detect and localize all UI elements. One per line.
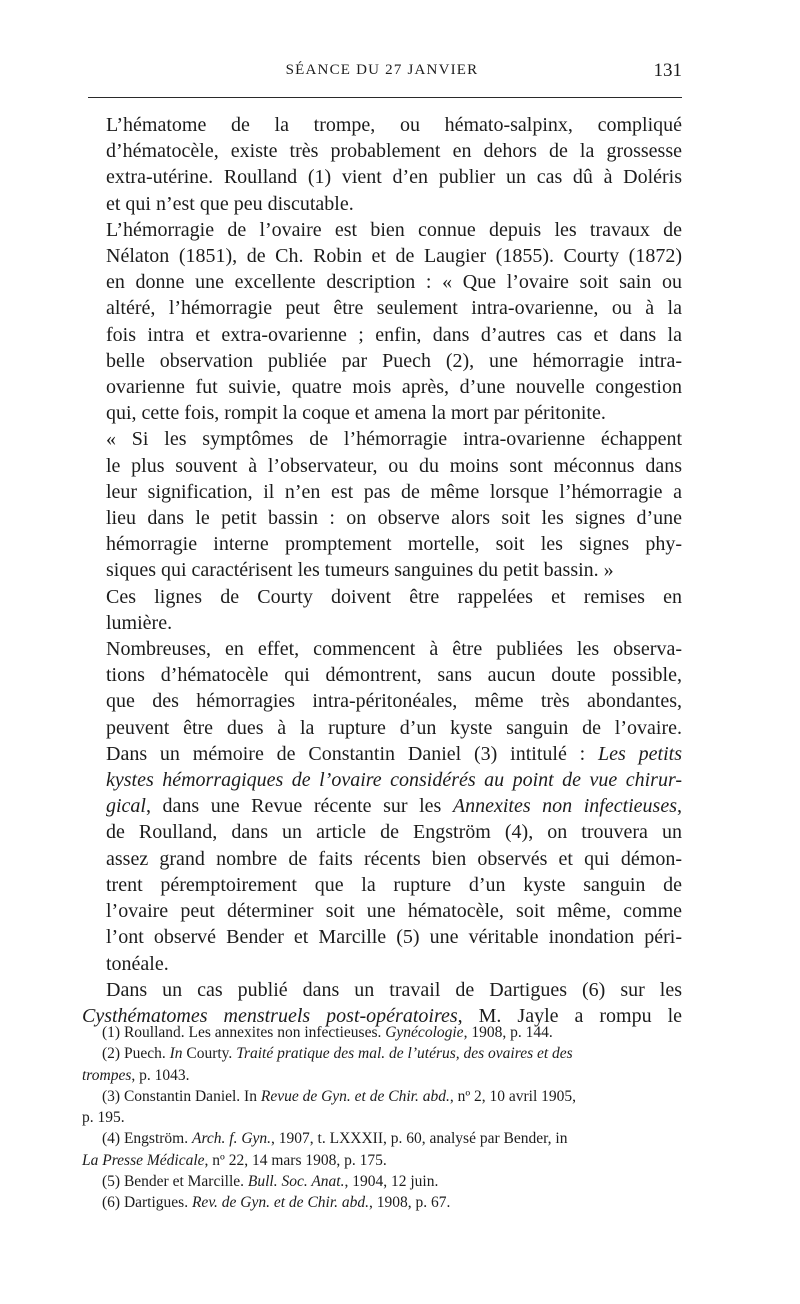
text-line: fois intra et extra-ovarienne ; enfin, dans d’autres cas et dans la <box>106 323 682 346</box>
text-line <box>82 767 682 793</box>
italic-citation-run: Bull. Soc. Anat. <box>247 1173 345 1191</box>
text-line: assez grand nombre de faits récents bien observés et qui démon- <box>106 847 682 870</box>
footnote <box>82 1043 682 1064</box>
text-line: hémorragie interne promptement mortelle, soit les signes phy- <box>106 533 682 556</box>
footnote <box>82 1086 682 1107</box>
footnotes <box>82 1022 682 1214</box>
footnote-continuation <box>82 1150 682 1171</box>
text-run: , nº 22, 14 mars 1908, p. 175. <box>204 1151 387 1169</box>
text-line: « Si les symptômes de l’hémorragie intra-ovarienne échappent <box>106 428 682 451</box>
text-line: et qui n’est que peu discutable. <box>106 192 354 215</box>
text-run: , 1908, p. 67. <box>369 1194 451 1212</box>
text-line: l’ont observé Bender et Marcille (5) une véritable inondation péri- <box>106 926 682 949</box>
text-line: lieu dans le petit bassin : on observe alors soit les signes d’une <box>106 507 682 530</box>
footnote <box>82 1022 682 1043</box>
text-run: , 1904, 12 juin. <box>344 1173 439 1191</box>
text-line: Nombreuses, en effet, commencent à être publiées les observa- <box>106 638 682 661</box>
text-line: tonéale. <box>106 952 169 975</box>
footnote <box>82 1171 682 1192</box>
text-line: peuvent être dues à la rupture d’un kyste sanguin de l’ovaire. <box>106 716 682 739</box>
text-run: Dans un mémoire de Constantin Daniel (3) intitulé : <box>106 742 599 765</box>
running-header <box>82 58 682 88</box>
paragraph <box>82 584 682 636</box>
text-run: , 1907, t. LXXXII, p. 60, analysé par Bender, in <box>271 1130 568 1148</box>
paragraph <box>82 636 682 977</box>
text-line: le plus souvent à l’observateur, ou du moins sont méconnus dans <box>106 454 682 477</box>
text-line: Nélaton (1851), de Ch. Robin et de Laugier (1855). Courty (1872) <box>106 245 682 268</box>
italic-citation-run: In <box>169 1045 183 1063</box>
italic-title-run: Les petits <box>598 742 682 765</box>
text-run: (6) Dartigues. <box>102 1194 192 1212</box>
text-line: de Roulland, dans un article de Engström (4), on trouvera un <box>106 821 682 844</box>
italic-citation-run: La Presse Médicale <box>82 1151 205 1169</box>
text-line: lumière. <box>106 611 173 634</box>
italic-title-run: kystes hémorragiques de l’ovaire considérés au point de vue chirur- <box>106 769 682 792</box>
header-rule <box>88 97 682 98</box>
text-line: leur signification, il n’en est pas de même lorsque l’hémorragie a <box>106 480 682 503</box>
text-line: trent péremptoirement que la rupture d’un kyste sanguin de <box>106 873 682 896</box>
italic-title-run: gical <box>106 795 146 818</box>
footnote <box>82 1192 682 1213</box>
text-run: (1) Roulland. Les annexites non infectieuses. <box>102 1024 386 1041</box>
text-line: d’hématocèle, existe très probablement en dehors de la grossesse <box>106 140 682 163</box>
page-number: 131 <box>653 60 682 81</box>
footnote-continuation <box>82 1065 682 1086</box>
text-line <box>82 741 682 767</box>
italic-citation-run: Traité pratique des mal. de l’utérus, des ovaires et des <box>236 1045 573 1063</box>
text-line: L’hématome de la trompe, ou hémato-salpinx, compliqué <box>106 114 682 136</box>
text-run: (3) Constantin Daniel. In <box>102 1087 261 1105</box>
italic-citation-run: trompes <box>82 1066 132 1084</box>
italic-citation-run: Rev. de Gyn. et de Chir. abd. <box>191 1194 370 1212</box>
text-line: Dans un cas publié dans un travail de Dartigues (6) sur les <box>106 978 682 1001</box>
text-line: altéré, l’hémorragie peut être seulement intra-ovarienne, ou à la <box>106 297 682 320</box>
italic-title-run: Annexites non infectieuses <box>452 795 678 818</box>
text-line: extra-utérine. Roulland (1) vient d’en publier un cas dû à Doléris <box>106 166 682 189</box>
text-run: , p. 1043. <box>131 1066 190 1084</box>
text-line: tions d’hématocèle qui démontrent, sans aucun doute possible, <box>106 664 682 687</box>
text-line: qui, cette fois, rompit la coque et amena la mort par péritonite. <box>106 402 606 425</box>
text-run: , dans une Revue récente sur les <box>146 795 453 818</box>
text-line: Ces lignes de Courty doivent être rappelées et remises en <box>106 585 682 608</box>
text-line: l’ovaire peut déterminer soit une hématocèle, soit même, comme <box>106 900 682 923</box>
text-line: L’hémorragie de l’ovaire est bien connue depuis les travaux de <box>106 218 682 241</box>
text-run: , M. Jayle a rompu le <box>457 1004 683 1027</box>
italic-citation-run: Arch. f. Gyn. <box>191 1130 272 1148</box>
paragraph <box>82 426 682 583</box>
paragraph <box>82 112 682 217</box>
text-line: en donne une excellente description : « Que l’ovaire soit sain ou <box>106 271 682 294</box>
text-line: belle observation publiée par Puech (2), une hémorragie intra- <box>106 349 682 372</box>
text-line: siques qui caractérisent les tumeurs sanguines du petit bassin. » <box>106 559 614 582</box>
text-run: (4) Engström. <box>102 1130 192 1148</box>
footnote <box>82 1128 682 1149</box>
text-run: (2) Puech. <box>102 1045 170 1063</box>
italic-citation-run: Revue de Gyn. et de Chir. abd. <box>260 1087 450 1105</box>
text-run: , 1908, p. 144. <box>463 1024 553 1041</box>
running-title: SÉANCE DU 27 JANVIER <box>285 62 479 78</box>
text-line: que des hémorragies intra-péritonéales, même très abondantes, <box>106 690 682 713</box>
text-run: , <box>677 795 683 818</box>
italic-citation-run: Gynécologie <box>385 1024 464 1041</box>
text-run: , nº 2, 10 avril 1905, <box>449 1087 577 1105</box>
footnote-continuation: p. 195. <box>82 1109 125 1127</box>
italic-title-run: Cysthématomes menstruels post-opératoires <box>82 1004 458 1027</box>
text-run: Courty. <box>182 1045 237 1063</box>
paragraph <box>82 217 682 427</box>
body-text <box>82 112 682 1029</box>
text-line <box>82 793 682 819</box>
text-run: (5) Bender et Marcille. <box>102 1173 248 1191</box>
text-line: ovarienne fut suivie, quatre mois après, d’une nouvelle congestion <box>106 376 682 399</box>
